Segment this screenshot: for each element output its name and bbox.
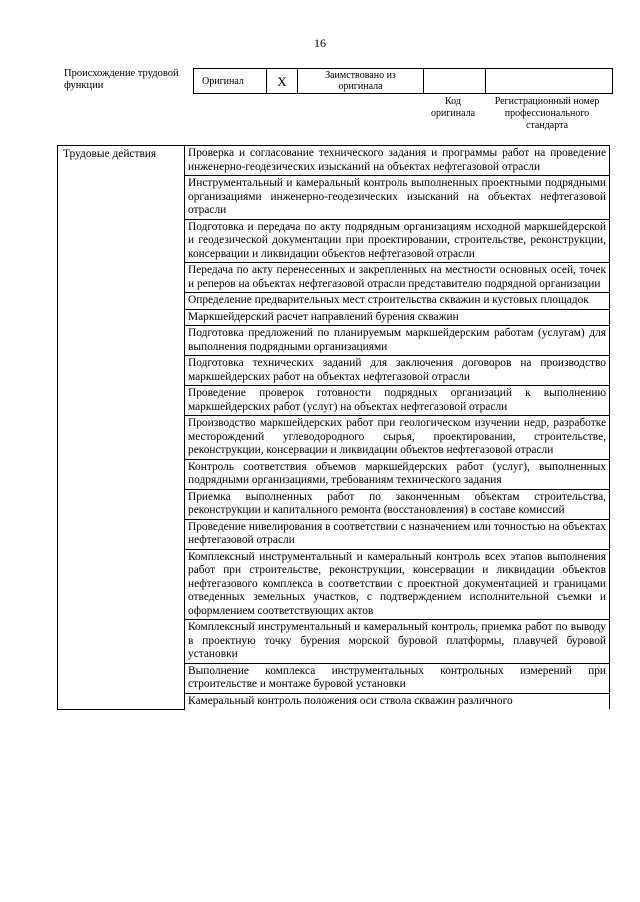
- labor-action-item: Подготовка предложений по планируемым маркшейдерским работам (услугам) для выполнения подрядными организациями: [185, 326, 610, 356]
- labor-action-item: Инструментальный и камеральный контроль выполненных проектными подрядными организациями инженерно-геодезических изысканий на объектах нефтегазовой отрасли: [185, 176, 610, 220]
- labor-action-item: Выполнение комплекса инструментальных контрольных измерений при строительстве и монтаже буровой установки: [185, 663, 610, 693]
- reg-number-cell: [486, 69, 613, 94]
- labor-action-item: Приемка выполненных работ по законченным объектам строительства, реконструкции и капитального ремонта (восстановления) в составе комиссий: [185, 489, 610, 519]
- labor-action-item: Проверка и согласование технического задания и программы работ на проведение инженерно-геодезических изысканий на объектах нефтегазовой отрасли: [185, 146, 610, 176]
- reg-caption: Регистрационный номер профессионального стандарта: [494, 96, 600, 131]
- labor-action-item: Камеральный контроль положения оси ствола скважин различного: [185, 693, 610, 709]
- labor-action-item: Маркшейдерский расчет направлений бурения скважин: [185, 309, 610, 326]
- origin-table: [193, 68, 613, 94]
- labor-action-item: Производство маркшейдерских работ при геологическом изучении недр, разработке месторождений углеводородного сырья, проектировании, строительстве, реконструкции, консервации и ликвидации объектов нефтегазовой отрасли: [185, 416, 610, 460]
- labor-action-item: Контроль соответствия объемов маркшейдерских работ (услуг), выполненных подрядными организациями, требованиям технического задания: [185, 459, 610, 489]
- labor-action-item: Подготовка и передача по акту подрядным организациям исходной маркшейдерской и геодезической документации при проектировании, строительстве, реконструкции, консервации и ликвидации объектов нефтегазовой отрасли: [185, 219, 610, 263]
- labor-action-item: Комплексный инструментальный и камеральный контроль, приемка работ по выводу в проектную точку бурения морской буровой платформы, плавучей буровой установки: [185, 620, 610, 664]
- labor-actions-label: Трудовые действия: [58, 146, 185, 710]
- borrowed-cell: Заимствовано из оригинала: [298, 69, 424, 94]
- labor-action-item: Передача по акту перенесенных и закрепленных на местности основных осей, точек и реперов на объектах нефтегазовой отрасли представителю подрядной организации: [185, 263, 610, 293]
- labor-action-item: Подготовка технических заданий для заключения договоров на производство маркшейдерских работ на объектах нефтегазовой отрасли: [185, 356, 610, 386]
- code-caption: Код оригинала: [430, 96, 476, 119]
- original-cell: Оригинал: [194, 69, 267, 94]
- code-cell: [424, 69, 486, 94]
- labor-action-item: Проведение нивелирования в соответствии с назначением или точностью на объектах нефтегазовой отрасли: [185, 519, 610, 549]
- original-mark: X: [267, 69, 298, 94]
- page-number: 16: [314, 36, 326, 50]
- table-row: [58, 146, 610, 176]
- origin-label: Происхождение трудовой функции: [64, 68, 179, 91]
- labor-action-item: Проведение проверок готовности подрядных организаций к выполнению маркшейдерских работ (услуг) на объектах нефтегазовой отрасли: [185, 386, 610, 416]
- labor-action-item: Определение предварительных мест строительства скважин и кустовых площадок: [185, 293, 610, 310]
- labor-actions-table: [57, 145, 610, 710]
- labor-action-item: Комплексный инструментальный и камеральный контроль всех этапов выполнения работ при строительстве, реконструкции, консервации и ликвидации объектов нефтегазового комплекса в соответствии с проектной документацией и границами отведенных земельных участков, с подтверждением исполнительной съемки и оформлением соответствующих актов: [185, 549, 610, 620]
